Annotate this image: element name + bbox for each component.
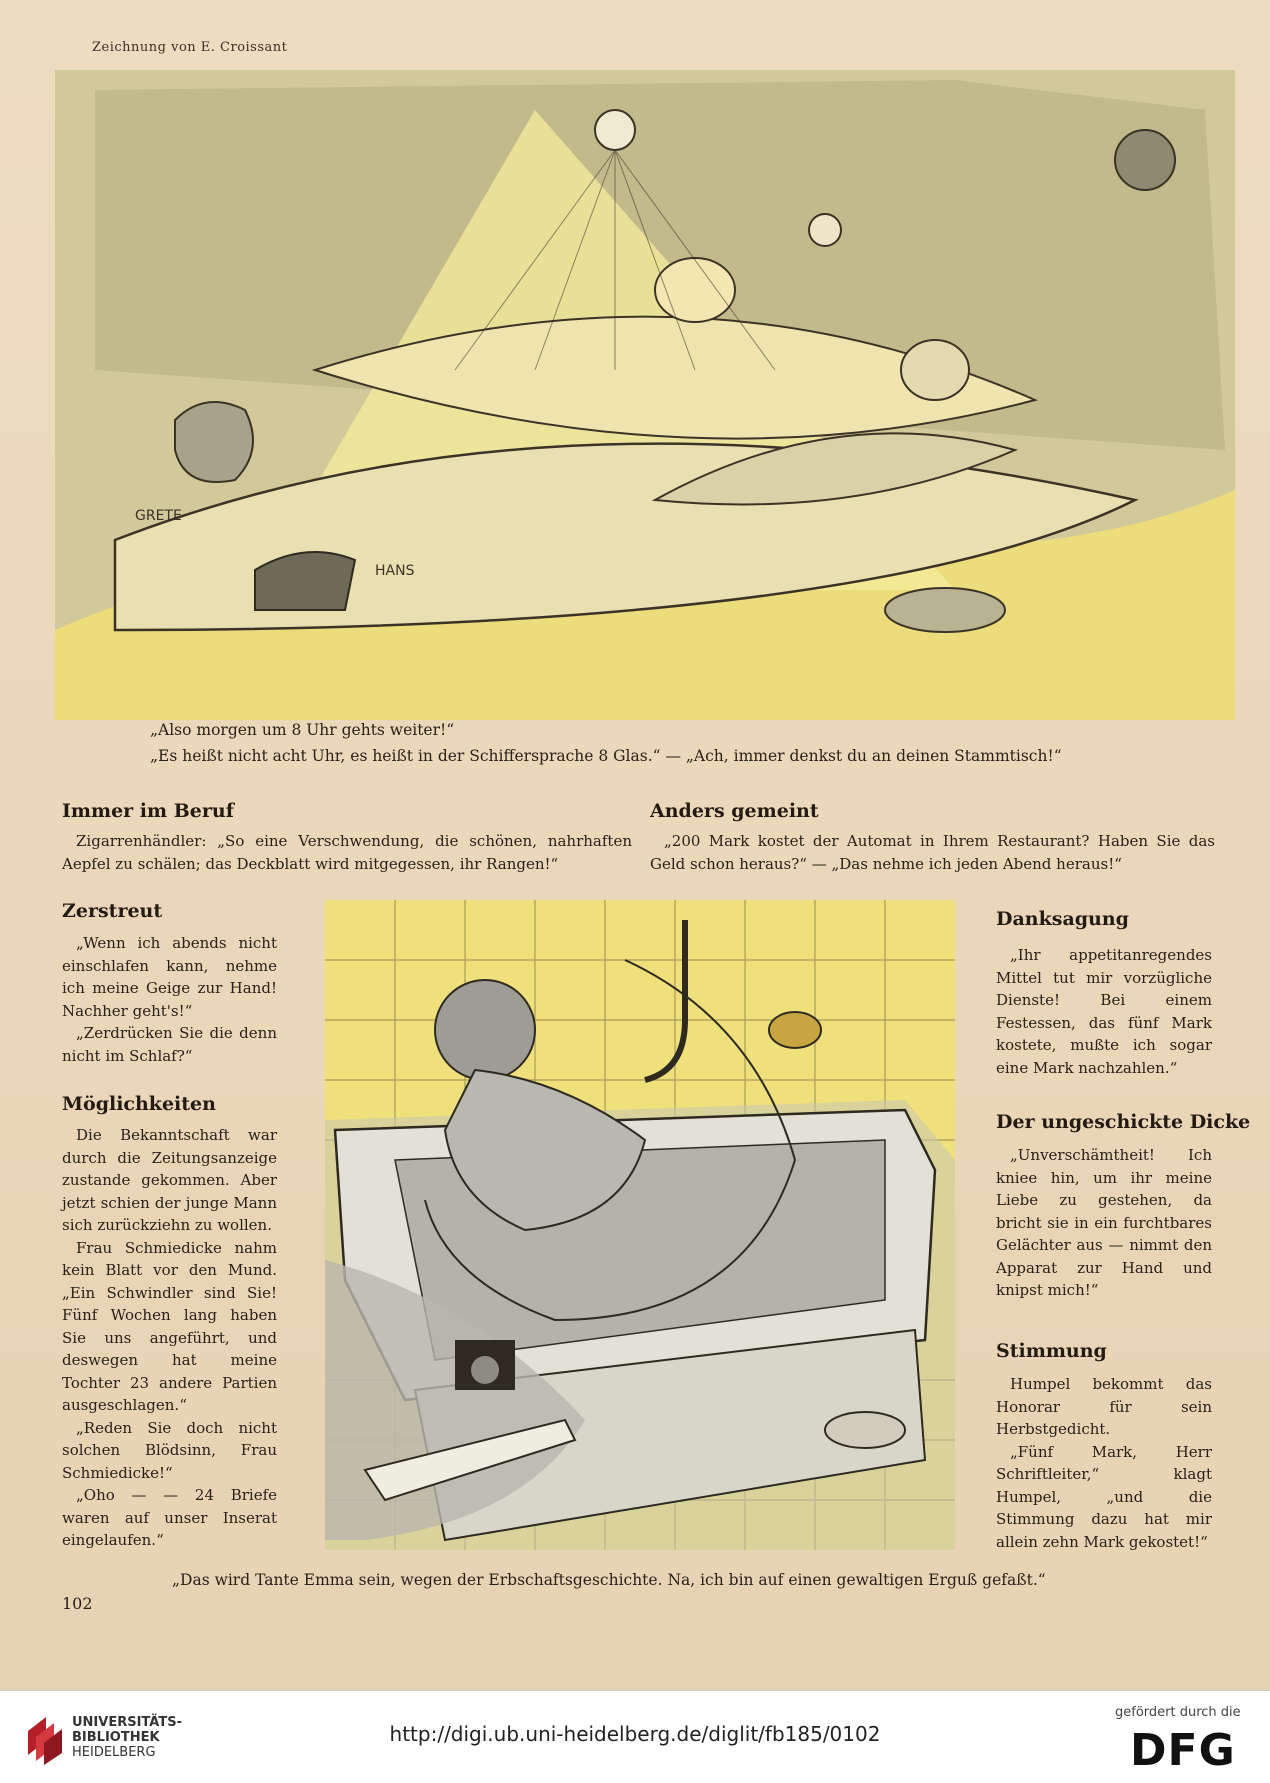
boat-label-grete: GRETE — [135, 508, 182, 524]
paragraph: „Fünf Mark, Herr Schriftleiter,“ klagt Humpel, „und die Stimmung dazu hat mir allein zehn Mark gekostet!“ — [996, 1442, 1212, 1551]
paragraph: „Ihr appetitanregendes Mittel tut mir vorzügliche Dienste! Bei einem Festessen, das fünf Mark kostete, mußte ich sogar eine Mark nachzahlen.“ — [996, 946, 1212, 1077]
text-danksagung — [996, 944, 1212, 1079]
caption-1-line-2: „Es heißt nicht acht Uhr, es heißt in der Schiffersprache 8 Glas.“ — „Ach, immer denkst du an deinen Stammtisch!“ — [150, 747, 1062, 765]
page-number: 102 — [62, 1594, 93, 1613]
bathtub-illustration — [325, 900, 955, 1550]
institution-line: BIBLIOTHEK — [72, 1730, 160, 1745]
tent-boat-drawing — [55, 70, 1235, 720]
heading-moeglichkeiten: Möglichkeiten — [62, 1093, 216, 1115]
paragraph: „Zerdrücken Sie die denn nicht im Schlaf?“ — [62, 1024, 277, 1065]
illustration-credit: Zeichnung von E. Croissant — [92, 40, 288, 55]
paragraph: Die Bekanntschaft war durch die Zeitungsanzeige zustande gekommen. Aber jetzt schien der junge Mann sich zurückziehn zu wollen. — [62, 1126, 277, 1234]
paragraph: Humpel bekommt das Honorar für sein Herbstgedicht. — [996, 1375, 1212, 1438]
text-der-ungeschickte-dicke — [996, 1144, 1212, 1302]
permalink-url[interactable]: http://digi.ub.uni-heidelberg.de/diglit/fb185/0102 — [389, 1722, 881, 1746]
text-anders-gemeint: „200 Mark kostet der Automat in Ihrem Restaurant? Haben Sie das Geld schon heraus?“ — „Das nehme ich jeden Abend heraus!“ — [650, 832, 1215, 873]
bathtub-drawing — [325, 900, 955, 1550]
tent-boat-illustration — [55, 70, 1235, 720]
text-zerstreut — [62, 932, 277, 1067]
paragraph: „Wenn ich abends nicht einschlafen kann, nehme ich meine Geige zur Hand! Nachher geht's!“ — [62, 934, 277, 1020]
heading-der-ungeschickte-dicke: Der ungeschickte Dicke — [996, 1111, 1251, 1133]
funding-label: gefördert durch die — [1115, 1705, 1241, 1720]
caption-1-line-1: „Also morgen um 8 Uhr gehts weiter!“ — [150, 721, 455, 739]
dfg-logo: DFG — [1130, 1725, 1236, 1776]
text-moeglichkeiten — [62, 1124, 277, 1552]
text-stimmung — [996, 1373, 1212, 1553]
caption-2: „Das wird Tante Emma sein, wegen der Erbschaftsgeschichte. Na, ich bin auf einen gewaltigen Erguß gefaßt.“ — [172, 1571, 1046, 1589]
heading-zerstreut: Zerstreut — [62, 900, 163, 922]
text-immer-im-beruf: Zigarrenhändler: „So eine Verschwendung, die schönen, nahrhaften Aepfel zu schälen; das Deckblatt wird mitgegessen, ihr Rangen!“ — [62, 832, 632, 873]
heading-stimmung: Stimmung — [996, 1340, 1107, 1362]
paragraph: „Unverschämtheit! Ich kniee hin, um ihr meine Liebe zu gestehen, da bricht sie in ein furchtbares Gelächter aus — nimmt den Apparat zur Hand und knipst mich!“ — [996, 1146, 1212, 1299]
paragraph: „Oho — — 24 Briefe waren auf unser Inserat eingelaufen.“ — [62, 1486, 277, 1549]
digital-library-footer — [0, 1690, 1270, 1783]
paragraph: „Reden Sie doch nicht solchen Blödsinn, Frau Schmiedicke!“ — [62, 1418, 277, 1482]
boat-label-hans: HANS — [375, 563, 415, 579]
institution-line: HEIDELBERG — [72, 1745, 156, 1760]
heading-anders-gemeint: Anders gemeint — [650, 800, 819, 822]
heading-immer-im-beruf: Immer im Beruf — [62, 800, 234, 822]
heading-danksagung: Danksagung — [996, 908, 1129, 930]
institution-line: UNIVERSITÄTS- — [72, 1715, 182, 1730]
paragraph: Frau Schmiedicke nahm kein Blatt vor den Mund. „Ein Schwindler sind Sie! Fünf Wochen lang haben Sie uns angeführt, und deswegen hat meine Tochter 23 andere Partien ausgeschlagen.“ — [62, 1238, 277, 1414]
